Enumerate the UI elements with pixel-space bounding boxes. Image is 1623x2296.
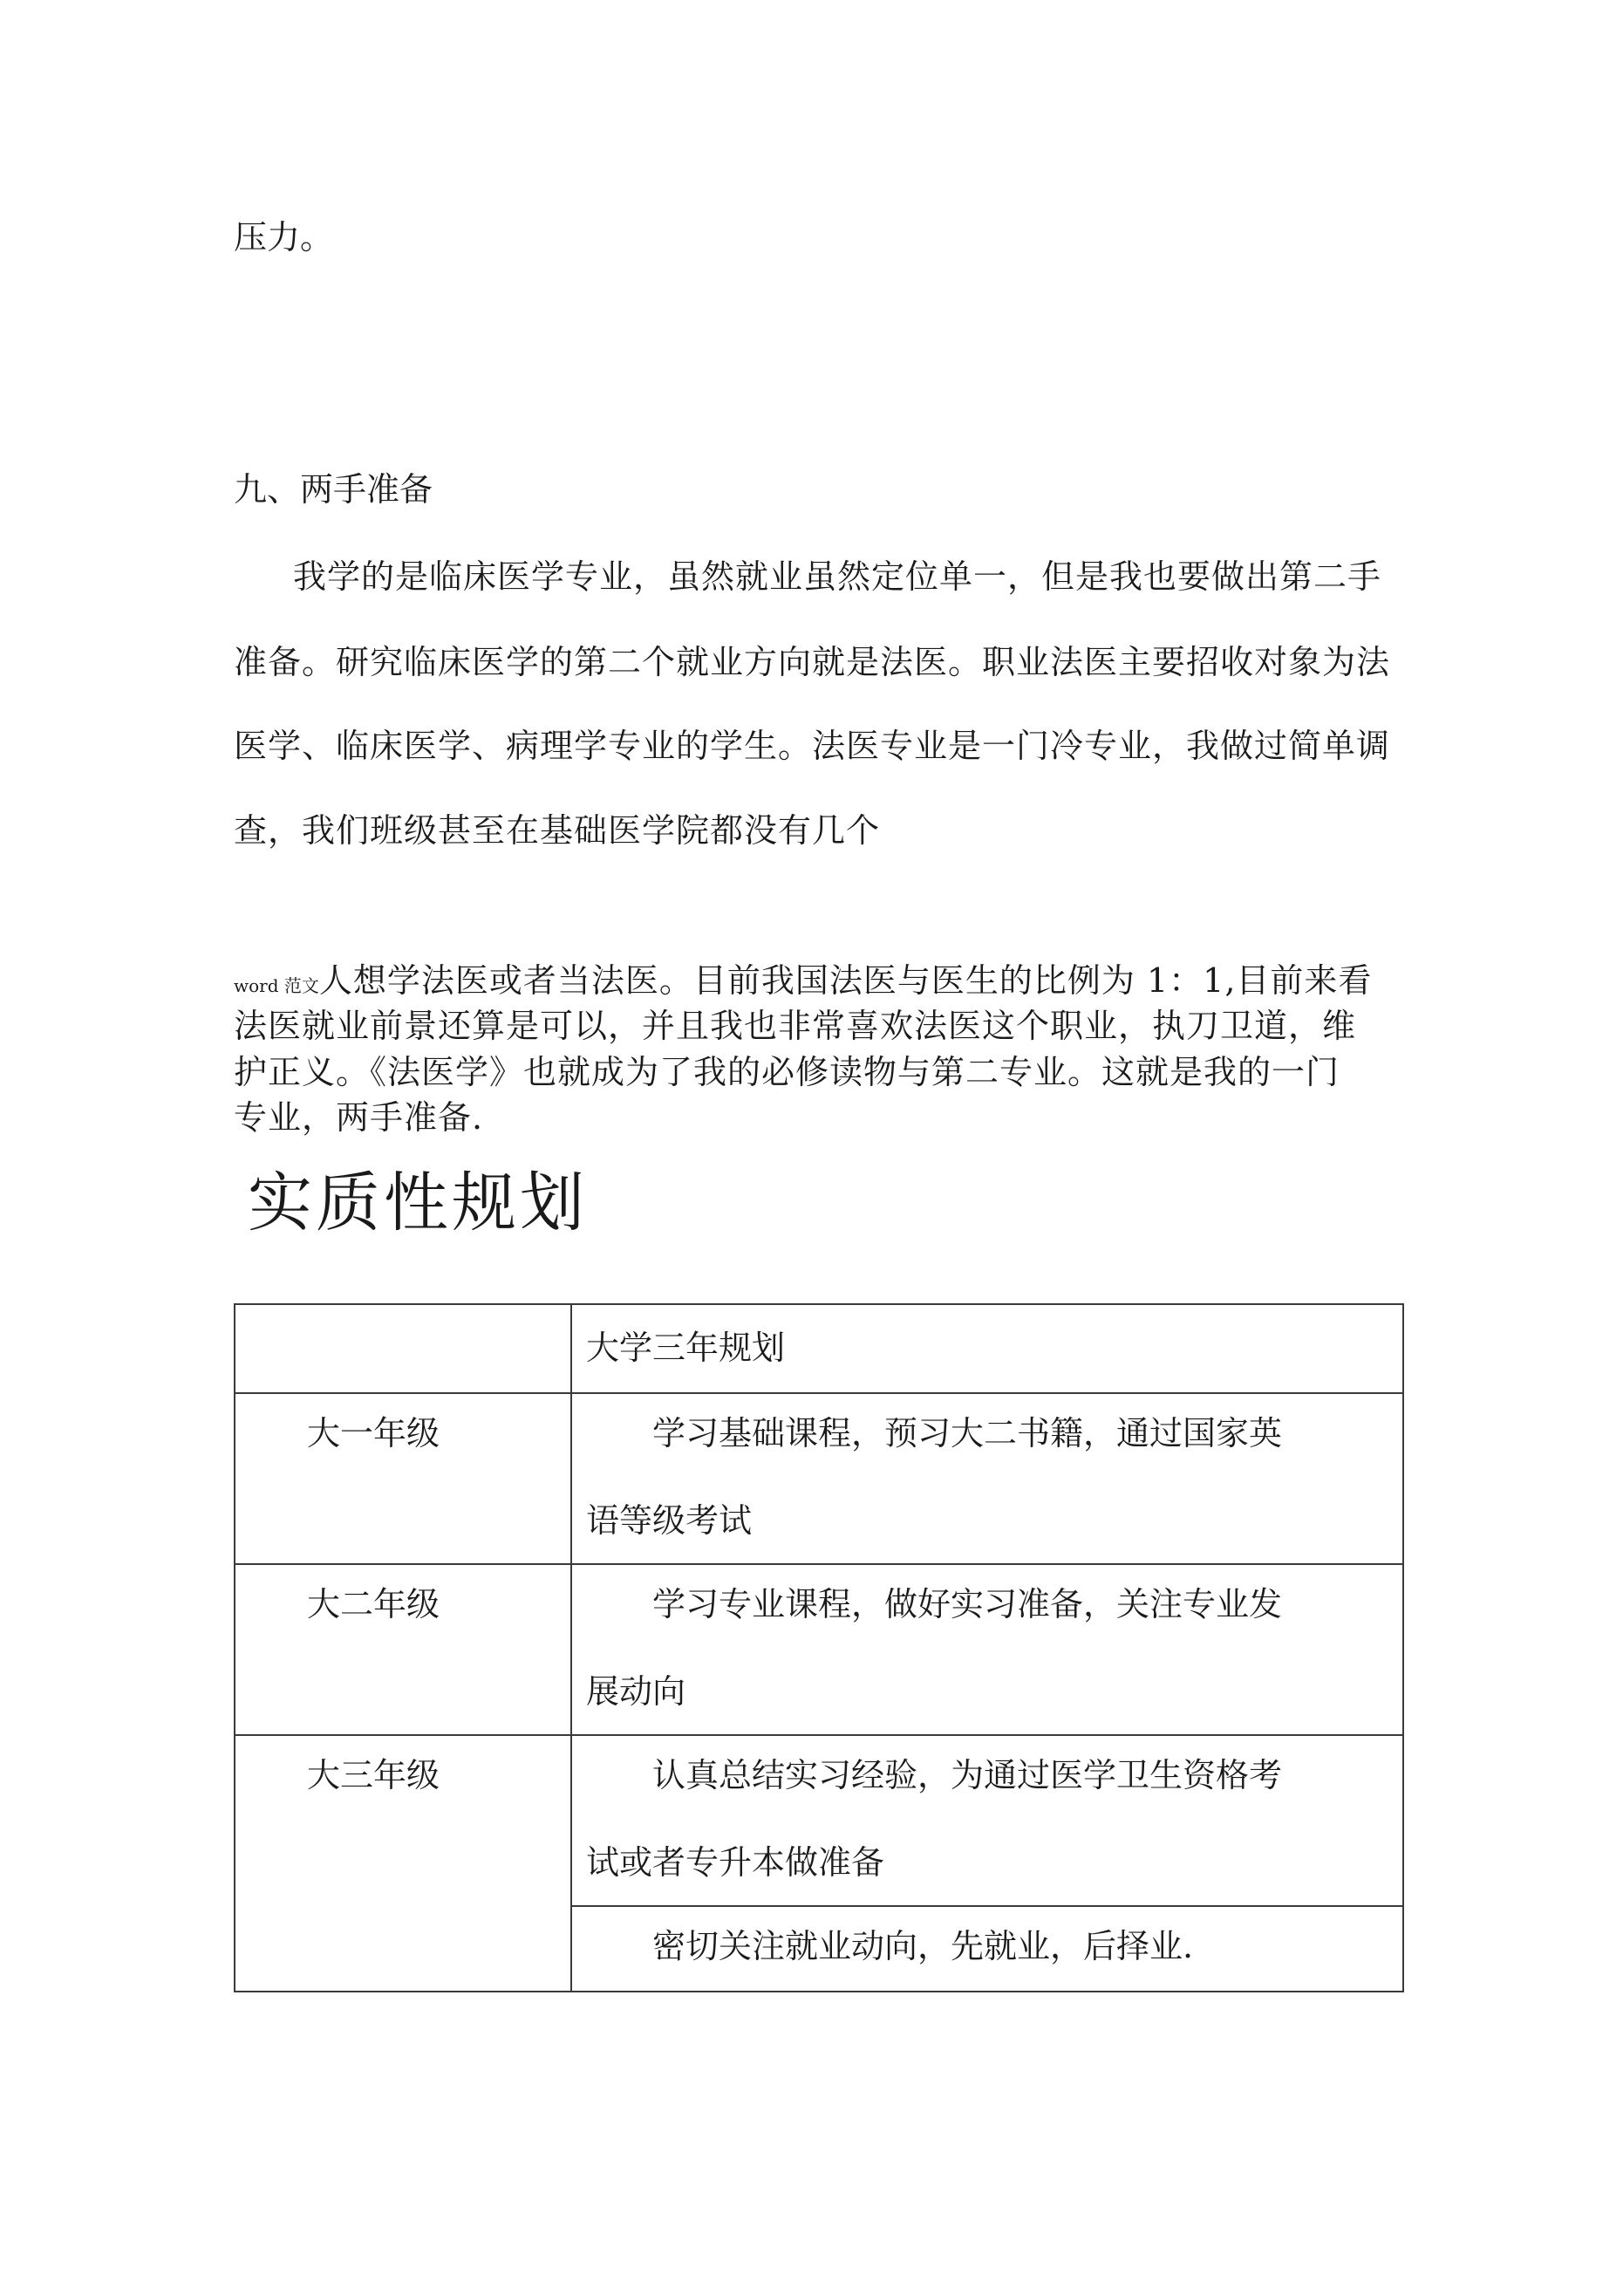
table-row [235, 1393, 1403, 1564]
table-header-cell [571, 1304, 1403, 1393]
word-template-tag: word 范文 [234, 975, 319, 996]
big-title: 实质性规划 [248, 1165, 588, 1240]
plan-cell [571, 1564, 1403, 1735]
table-header-title: 大学三年规划 [586, 1329, 786, 1367]
paragraph-line: 查，我们班级甚至在基础医学院都没有几个 [234, 811, 881, 850]
plan-text-line: 试或者专升本做准备 [586, 1843, 885, 1882]
plan-text-line: 展动向 [586, 1672, 686, 1711]
plan-text-line: 学习基础课程，预习大二书籍，通过国家英 [652, 1414, 1283, 1452]
table-row [235, 1564, 1403, 1735]
plan-cell [571, 1393, 1403, 1564]
plan-cell [571, 1735, 1403, 1906]
continued-line: 法医就业前景还算是可以，并且我也非常喜欢法医这个职业，执刀卫道，维 [234, 1007, 1357, 1045]
paragraph-line: 我学的是临床医学专业，虽然就业虽然定位单一，但是我也要做出第二手 [293, 557, 1382, 596]
paragraph-line: 医学、临床医学、病理学专业的学生。法医专业是一门冷专业，我做过简单调 [234, 727, 1391, 765]
year-label: 大一年级 [307, 1414, 440, 1452]
continued-line: 护正义。《法医学》也就成为了我的必修读物与第二专业。这就是我的一门 [234, 1053, 1340, 1091]
plan-cell [571, 1906, 1403, 1992]
plan-text-line: 认真总结实习经验，为通过医学卫生资格考 [652, 1756, 1283, 1794]
year-label: 大二年级 [307, 1585, 440, 1623]
table-header-row [235, 1304, 1403, 1393]
continued-line-first [234, 959, 1372, 1008]
year-cell [235, 1564, 571, 1735]
plan-table [234, 1303, 1404, 1992]
year-cell [235, 1393, 571, 1564]
table-row [235, 1735, 1403, 1906]
paragraph-line: 准备。研究临床医学的第二个就业方向就是法医。职业法医主要招收对象为法 [234, 643, 1391, 681]
year-label: 大三年级 [307, 1756, 440, 1794]
table-header-empty-cell [235, 1304, 571, 1393]
plan-text-line: 学习专业课程，做好实习准备，关注专业发 [652, 1585, 1283, 1623]
plan-text-line: 语等级考试 [586, 1501, 753, 1540]
year-cell [235, 1735, 571, 1992]
plan-text-line: 密切关注就业动向，先就业，后择业. [652, 1927, 1194, 1965]
continued-line-text: 人想学法医或者当法医。目前我国法医与医生的比例为 1：1,目前来看 [318, 961, 1373, 1000]
top-fragment: 压力。 [234, 218, 334, 256]
section-heading: 九、两手准备 [234, 470, 433, 509]
continued-line: 专业，两手准备. [234, 1098, 484, 1137]
